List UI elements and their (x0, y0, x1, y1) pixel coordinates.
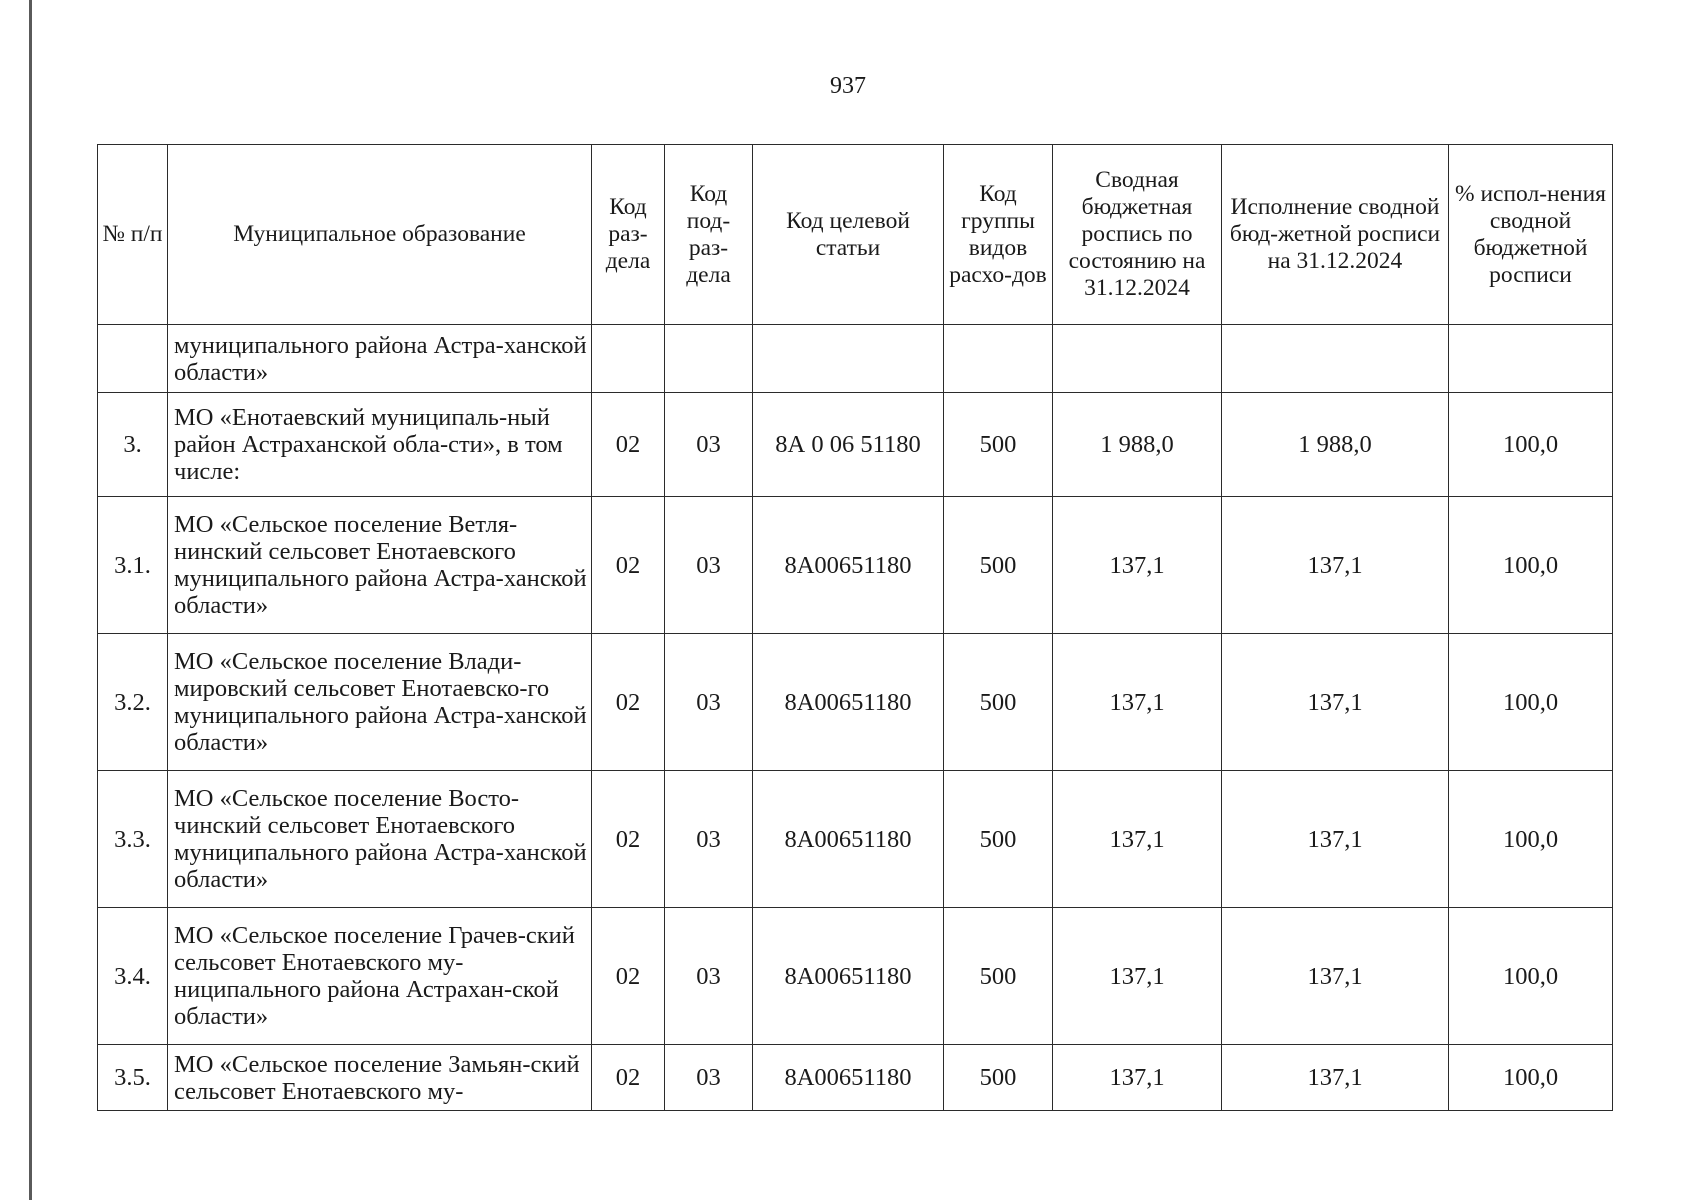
cell-budget: 137,1 (1053, 634, 1222, 771)
cell-percent: 100,0 (1449, 908, 1613, 1045)
cell-subsection: 03 (665, 393, 753, 497)
cell-target: 8А00651180 (753, 771, 944, 908)
cell-percent: 100,0 (1449, 771, 1613, 908)
cell-percent: 100,0 (1449, 634, 1613, 771)
header-expense-group-code: Код группы видов расхо-дов (944, 145, 1053, 325)
table-row (98, 393, 1613, 497)
cell-target (753, 325, 944, 393)
cell-municipality: МО «Сельское поселение Замьян-ский сельсовет Енотаевского му- (168, 1045, 592, 1111)
cell-section: 02 (592, 1045, 665, 1111)
cell-subsection: 03 (665, 1045, 753, 1111)
cell-execution: 137,1 (1222, 634, 1449, 771)
cell-group (944, 325, 1053, 393)
cell-num: 3.2. (98, 634, 168, 771)
table-row (98, 771, 1613, 908)
cell-num: 3.1. (98, 497, 168, 634)
cell-budget: 137,1 (1053, 771, 1222, 908)
cell-target: 8А00651180 (753, 908, 944, 1045)
cell-group: 500 (944, 634, 1053, 771)
cell-num: 3.4. (98, 908, 168, 1045)
table-row (98, 325, 1613, 393)
cell-subsection: 03 (665, 771, 753, 908)
cell-municipality: МО «Сельское поселение Восто-чинский сельсовет Енотаевского муниципального района Астра-ханской области» (168, 771, 592, 908)
header-execution: Исполнение сводной бюд-жетной росписи на 31.12.2024 (1222, 145, 1449, 325)
cell-budget (1053, 325, 1222, 393)
cell-group: 500 (944, 393, 1053, 497)
cell-budget: 1 988,0 (1053, 393, 1222, 497)
cell-section: 02 (592, 908, 665, 1045)
cell-section: 02 (592, 393, 665, 497)
header-municipality: Муниципальное образование (168, 145, 592, 325)
cell-target: 8А00651180 (753, 497, 944, 634)
header-section-code: Код раз-дела (592, 145, 665, 325)
cell-group: 500 (944, 908, 1053, 1045)
header-consolidated-budget: Сводная бюджетная роспись по состоянию на 31.12.2024 (1053, 145, 1222, 325)
cell-num: 3.5. (98, 1045, 168, 1111)
cell-municipality: МО «Енотаевский муниципаль-ный район Астраханской обла-сти», в том числе: (168, 393, 592, 497)
cell-execution: 137,1 (1222, 771, 1449, 908)
cell-section: 02 (592, 634, 665, 771)
cell-num: 3. (98, 393, 168, 497)
cell-section: 02 (592, 497, 665, 634)
cell-section: 02 (592, 771, 665, 908)
cell-execution: 137,1 (1222, 908, 1449, 1045)
cell-num (98, 325, 168, 393)
budget-execution-table (97, 144, 1613, 1111)
cell-group: 500 (944, 497, 1053, 634)
cell-execution: 137,1 (1222, 1045, 1449, 1111)
cell-budget: 137,1 (1053, 497, 1222, 634)
table-row (98, 634, 1613, 771)
cell-subsection: 03 (665, 497, 753, 634)
header-num: № п/п (98, 145, 168, 325)
cell-percent: 100,0 (1449, 497, 1613, 634)
cell-execution (1222, 325, 1449, 393)
cell-municipality: МО «Сельское поселение Грачев-ский сельсовет Енотаевского му-ниципального района Астрахан-ской области» (168, 908, 592, 1045)
cell-percent: 100,0 (1449, 1045, 1613, 1111)
cell-group: 500 (944, 771, 1053, 908)
cell-budget: 137,1 (1053, 908, 1222, 1045)
cell-group: 500 (944, 1045, 1053, 1111)
cell-num: 3.3. (98, 771, 168, 908)
cell-percent: 100,0 (1449, 393, 1613, 497)
table-row (98, 1045, 1613, 1111)
cell-execution: 137,1 (1222, 497, 1449, 634)
cell-municipality: МО «Сельское поселение Ветля-нинский сельсовет Енотаевского муниципального района Астра-ханской области» (168, 497, 592, 634)
table-row (98, 497, 1613, 634)
cell-subsection: 03 (665, 634, 753, 771)
header-execution-percent: % испол-нения сводной бюджетной росписи (1449, 145, 1613, 325)
cell-section (592, 325, 665, 393)
cell-target: 8А 0 06 51180 (753, 393, 944, 497)
table-header-row (98, 145, 1613, 325)
cell-subsection: 03 (665, 908, 753, 1045)
cell-target: 8А00651180 (753, 634, 944, 771)
page-number: 937 (830, 73, 866, 99)
header-subsection-code: Код под-раз-дела (665, 145, 753, 325)
cell-budget: 137,1 (1053, 1045, 1222, 1111)
header-target-code: Код целевой статьи (753, 145, 944, 325)
cell-municipality: муниципального района Астра-ханской области» (168, 325, 592, 393)
cell-subsection (665, 325, 753, 393)
cell-execution: 1 988,0 (1222, 393, 1449, 497)
cell-target: 8А00651180 (753, 1045, 944, 1111)
table-row (98, 908, 1613, 1045)
cell-percent (1449, 325, 1613, 393)
page-binding-line (29, 0, 32, 1200)
cell-municipality: МО «Сельское поселение Влади-мировский сельсовет Енотаевско-го муниципального района Астра-ханской области» (168, 634, 592, 771)
